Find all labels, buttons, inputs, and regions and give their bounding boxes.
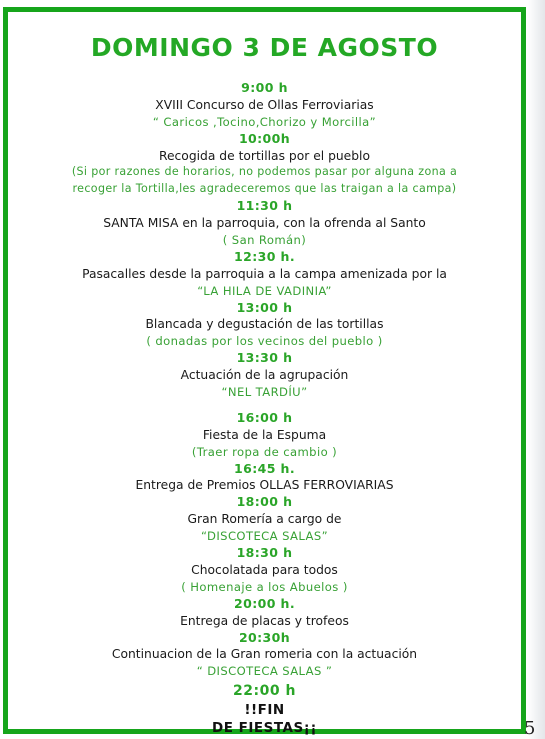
event-note: (Si por razones de horarios, no podemos pasar por alguna zona a	[71, 165, 458, 179]
event-item	[8, 494, 521, 545]
program-frame	[3, 7, 526, 737]
event-description: Pasacalles desde la parroquia a la campa amenizada por la	[82, 266, 447, 281]
event-note: recoger la Tortilla,les agradeceremos que las traigan a la campa)	[72, 182, 457, 196]
event-time: 9:00 h	[241, 80, 288, 95]
event-item	[8, 350, 521, 401]
event-item	[8, 249, 521, 300]
event-note: “ DISCOTECA SALAS ”	[196, 664, 333, 679]
event-note: “LA HILA DE VADINIA”	[197, 283, 332, 298]
event-description: XVIII Concurso de Ollas Ferroviarias	[155, 97, 374, 112]
spacer	[8, 401, 521, 410]
event-description: Gran Romería a cargo de	[187, 512, 342, 527]
page-title: DOMINGO 3 DE AGOSTO	[90, 33, 439, 62]
event-item	[8, 630, 521, 681]
event-description: Continuacion de la Gran romeria con la actuación	[111, 647, 418, 662]
event-time: 20:00 h.	[234, 595, 295, 611]
event-item	[8, 300, 521, 351]
event-description: SANTA MISA en la parroquia, con la ofrenda al Santo	[103, 216, 426, 231]
final-time: 22:00 h	[233, 683, 296, 700]
event-item	[8, 410, 521, 461]
event-item	[8, 545, 521, 596]
event-description: Actuación de la agrupación	[180, 368, 349, 383]
event-note: “DISCOTECA SALAS”	[200, 529, 329, 544]
event-description: Chocolatada para todos	[191, 562, 338, 577]
event-time: 13:00 h	[236, 299, 293, 315]
event-description: Fiesta de la Espuma	[202, 427, 327, 442]
event-time: 10:00h	[238, 130, 291, 146]
event-time: 12:30 h.	[234, 248, 295, 264]
event-note: ( Homenaje a los Abuelos )	[181, 579, 348, 594]
event-item	[8, 80, 521, 131]
event-time: 18:00 h	[236, 494, 293, 510]
event-item	[8, 131, 521, 199]
event-time: 18:30 h	[236, 545, 293, 561]
event-note: “NEL TARDÍU”	[221, 385, 308, 400]
event-item	[8, 461, 521, 495]
event-description: Blancada y degustación de las tortillas	[145, 317, 384, 332]
event-time: 11:30 h	[236, 198, 293, 214]
closing-line: DE FIESTAS¡¡	[212, 720, 317, 737]
event-time: 16:00 h	[236, 409, 293, 425]
event-description: Entrega de placas y trofeos	[180, 613, 349, 628]
event-description: Recogida de tortillas por el pueblo	[158, 148, 370, 163]
page-number: 5	[524, 718, 536, 739]
event-note: (Traer ropa de cambio )	[191, 444, 338, 459]
closing-line: !!FIN	[244, 702, 285, 719]
event-time: 13:30 h	[236, 350, 293, 366]
event-time: 20:30h	[238, 629, 291, 645]
event-time: 16:45 h.	[234, 460, 295, 476]
event-description: Entrega de Premios OLLAS FERROVIARIAS	[135, 478, 394, 493]
event-item	[8, 596, 521, 630]
event-schedule	[8, 80, 521, 737]
event-note: ( donadas por los vecinos del pueblo )	[146, 334, 383, 349]
event-note: ( San Román)	[222, 233, 307, 248]
event-item	[8, 198, 521, 249]
event-note: “ Caricos ,Tocino,Chorizo y Morcilla”	[152, 114, 377, 129]
